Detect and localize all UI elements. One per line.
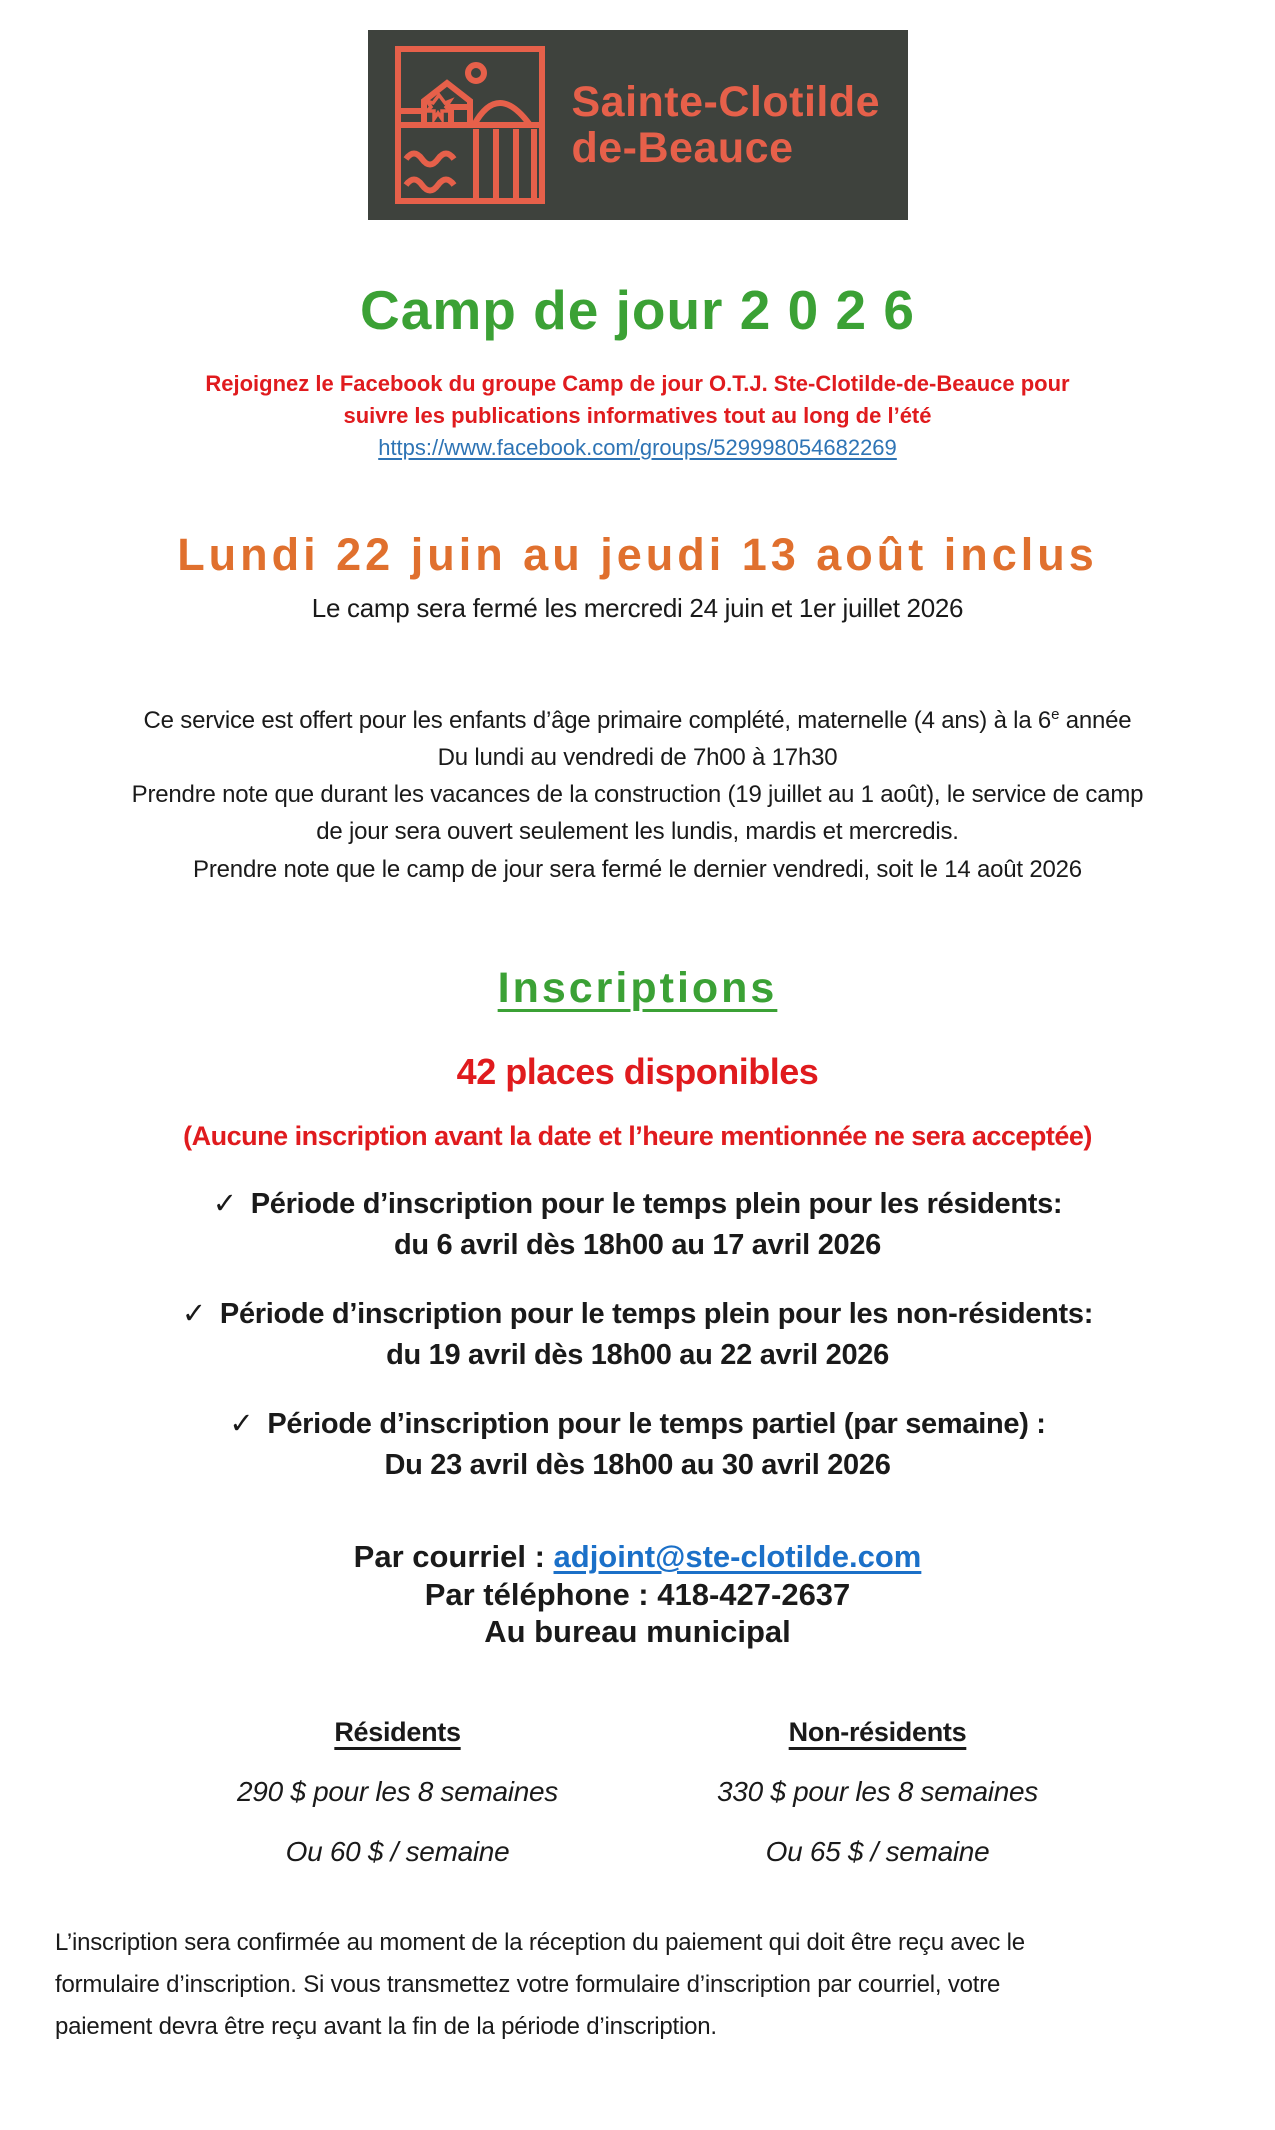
fence-bars-icon	[476, 129, 534, 201]
inscriptions-heading: Inscriptions	[497, 963, 778, 1012]
contact-email-line	[0, 1538, 1275, 1576]
pricing-column-non-residents	[668, 1717, 1088, 1868]
facebook-invite-block	[0, 368, 1275, 461]
service-info-line4: de jour sera ouvert seulement les lundis, mardis et mercredis.	[316, 818, 959, 846]
footer-line2: formulaire d’inscription. Si vous transmettez votre formulaire d’inscription par courriel, votre	[55, 1971, 1001, 1999]
logo-org-name-line2: de-Beauce	[571, 124, 794, 172]
camp-dates-heading: Lundi 22 juin au jeudi 13 août inclus	[177, 528, 1098, 580]
inscription-period-part-time	[0, 1406, 1275, 1482]
sun-icon	[468, 65, 484, 81]
inscription-period-non-residents	[0, 1296, 1275, 1372]
payment-confirmation-note	[55, 1922, 1220, 2048]
bullet-label: Période d’inscription pour le temps plein pour les résidents:	[250, 1187, 1063, 1220]
bullet-dates: du 6 avril dès 18h00 au 17 avril 2026	[393, 1228, 882, 1261]
hill-icon	[474, 103, 530, 125]
email-label: Par courriel :	[353, 1538, 554, 1574]
bullet-dates: du 19 avril dès 18h00 au 22 avril 2026	[386, 1338, 889, 1371]
places-available: 42 places disponibles	[456, 1050, 819, 1092]
inscription-period-residents	[0, 1186, 1275, 1262]
municipal-logo-banner	[368, 30, 908, 220]
pricing-table	[188, 1717, 1088, 1868]
bullet-label: Période d’inscription pour le temps partiel (par semaine) :	[267, 1407, 1046, 1440]
bullet-label: Période d’inscription pour le temps plein pour les non-résidents:	[219, 1297, 1094, 1330]
service-info-line3: Prendre note que durant les vacances de la construction (19 juillet au 1 août), le service de camp	[131, 781, 1144, 809]
contact-block	[0, 1538, 1275, 1651]
facebook-group-link[interactable]: https://www.facebook.com/groups/529998054682269	[378, 434, 897, 460]
facebook-invite-line1: Rejoignez le Facebook du groupe Camp de jour O.T.J. Ste-Clotilde-de-Beauce pour	[205, 371, 1070, 396]
pricing-header: Résidents	[334, 1717, 461, 1748]
pricing-header: Non-résidents	[788, 1717, 967, 1748]
wave-icon-top	[406, 154, 454, 165]
service-info-line5: Prendre note que le camp de jour sera fermé le dernier vendredi, soit le 14 août 2026	[193, 855, 1082, 883]
grade-superscript: e	[1051, 705, 1060, 723]
logo-org-name	[572, 79, 881, 172]
price-full: 290 $ pour les 8 semaines	[237, 1776, 558, 1808]
bullet-dates: Du 23 avril dès 18h00 au 30 avril 2026	[384, 1448, 891, 1481]
price-weekly: Ou 65 $ / semaine	[765, 1836, 990, 1868]
inscription-warning: (Aucune inscription avant la date et l’heure mentionnée ne sera acceptée)	[183, 1120, 1092, 1151]
camp-closed-note: Le camp sera fermé les mercredi 24 juin et 1er juillet 2026	[311, 592, 964, 623]
service-info-line1: Ce service est offert pour les enfants d’âge primaire complété, maternelle (4 ans) à la 6e année	[143, 705, 1132, 734]
footer-line1: L’inscription sera confirmée au moment de la réception du paiement qui doit être reçu avec le	[55, 1929, 1025, 1957]
contact-office-line: Au bureau municipal	[484, 1614, 791, 1650]
checkmark-icon: ✓	[212, 1187, 237, 1220]
footer-line3: paiement devra être reçu avant la fin de la période d’inscription.	[55, 2013, 717, 2041]
checkmark-icon: ✓	[229, 1407, 254, 1440]
service-info-line2: Du lundi au vendredi de 7h00 à 17h30	[437, 743, 838, 771]
email-link[interactable]: adjoint@ste-clotilde.com	[553, 1538, 922, 1574]
logo-org-name-line1: Sainte-Clotilde	[571, 77, 881, 126]
village-pictogram-icon	[394, 45, 546, 205]
checkmark-icon: ✓	[181, 1297, 206, 1330]
wave-icon-bottom	[406, 180, 454, 191]
contact-phone-line: Par téléphone : 418-427-2637	[424, 1576, 851, 1612]
service-info-paragraph	[0, 702, 1275, 888]
facebook-invite-line2: suivre les publications informatives tout au long de l’été	[343, 402, 932, 428]
pricing-column-residents	[188, 1717, 608, 1868]
price-full: 330 $ pour les 8 semaines	[717, 1776, 1038, 1808]
page-title: Camp de jour 2 0 2 6	[360, 279, 915, 341]
price-weekly: Ou 60 $ / semaine	[285, 1836, 510, 1868]
